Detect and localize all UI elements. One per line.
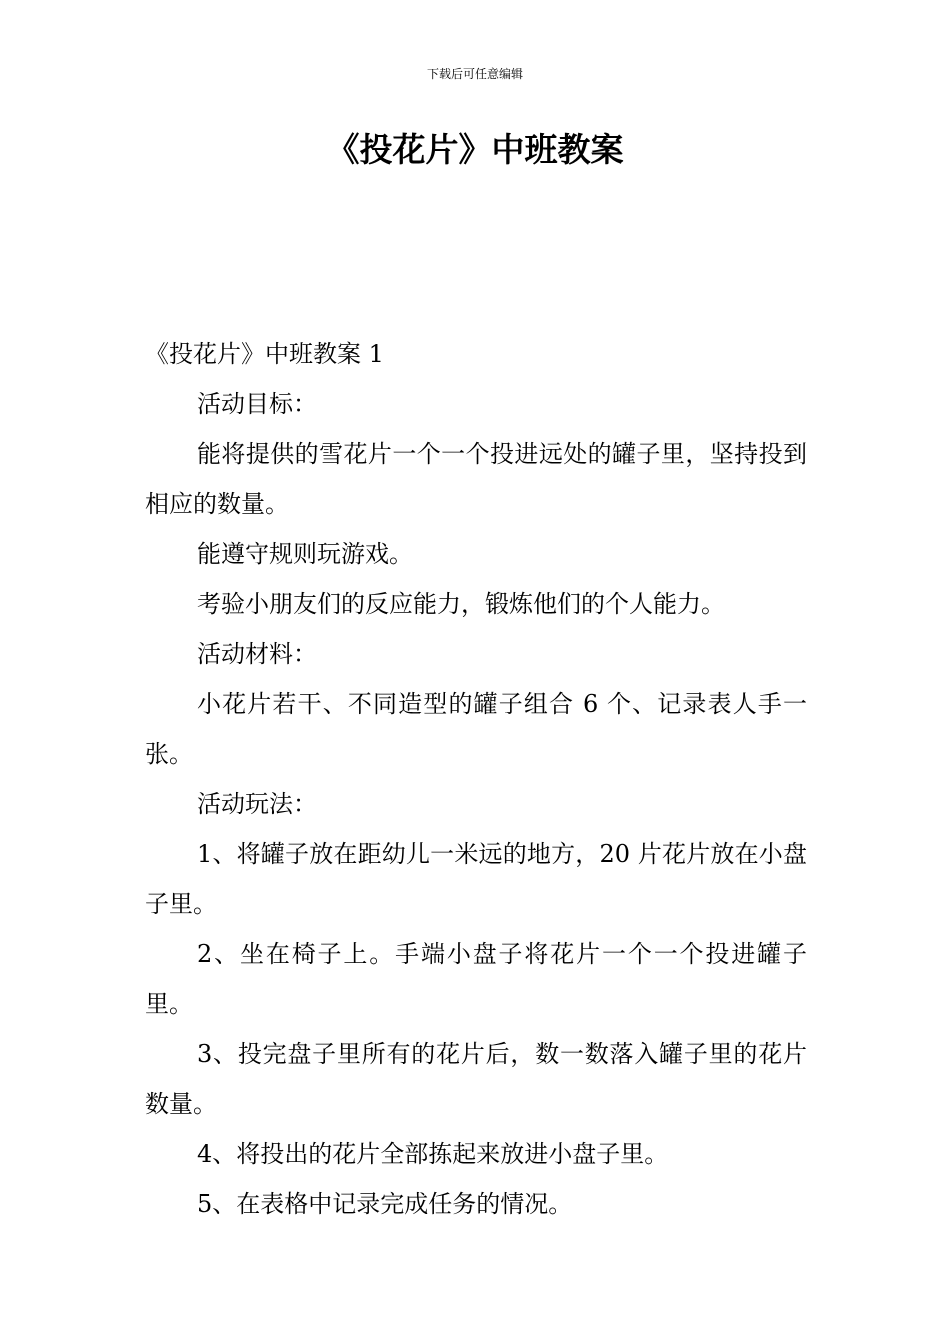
paragraph: 3、投完盘子里所有的花片后，数一数落入罐子里的花片数量。 <box>145 1040 807 1118</box>
paragraph: 4、将投出的花片全部拣起来放进小盘子里。 <box>197 1140 669 1168</box>
paragraph: 能将提供的雪花片一个一个投进远处的罐子里，坚持投到相应的数量。 <box>145 440 807 518</box>
paragraph: 活动目标： <box>197 390 317 418</box>
paragraph: 考验小朋友们的反应能力，锻炼他们的个人能力。 <box>197 590 725 618</box>
document-title: 《投花片》中班教案 <box>326 130 624 169</box>
paragraph: 2、坐在椅子上。手端小盘子将花片一个一个投进罐子里。 <box>145 940 807 1018</box>
section-heading: 《投花片》中班教案 1 <box>145 340 384 368</box>
paragraph: 5、在表格中记录完成任务的情况。 <box>197 1190 573 1218</box>
paragraph: 活动玩法： <box>197 790 317 818</box>
paragraph: 能遵守规则玩游戏。 <box>197 540 413 568</box>
paragraph: 活动材料： <box>197 640 317 668</box>
document-body <box>145 329 807 1229</box>
paragraph: 1、将罐子放在距幼儿一米远的地方，20 片花片放在小盘子里。 <box>145 840 807 918</box>
header-note: 下载后可任意编辑 <box>426 67 523 81</box>
paragraph: 小花片若干、不同造型的罐子组合 6 个、记录表人手一张。 <box>145 690 807 768</box>
